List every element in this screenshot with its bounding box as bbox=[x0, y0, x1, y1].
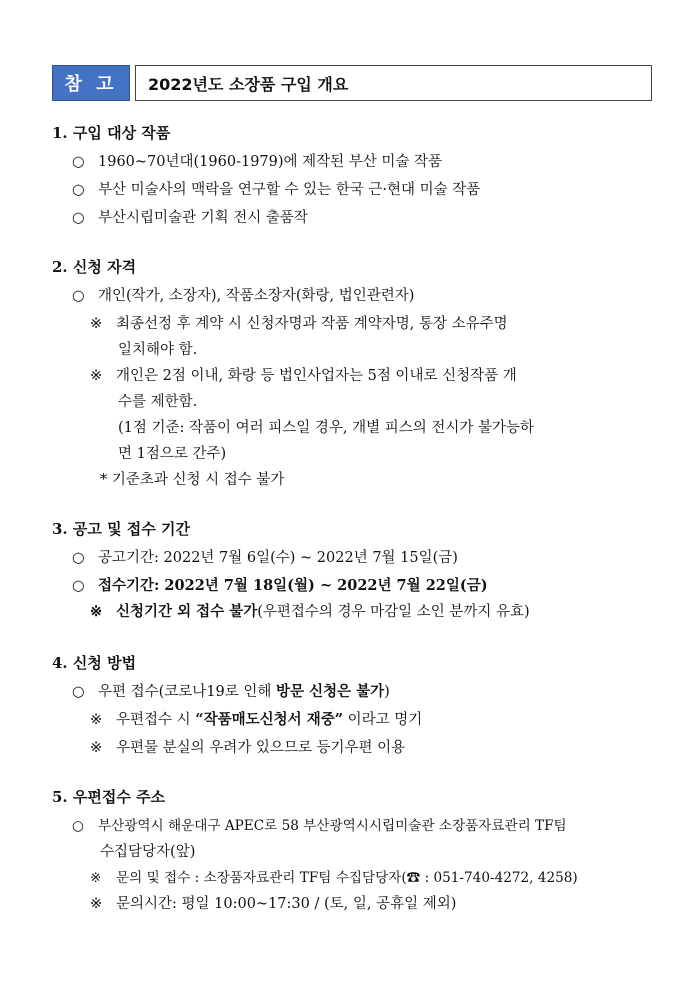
section-1-item-1: ○ 1960~70년대(1960-1979)에 제작된 부산 미술 작품 bbox=[72, 154, 443, 170]
section-5-contact: ※ 문의 및 접수 : 소장품자료관리 TF팀 수집담당자(☎ : 051-740-4272, 4258) bbox=[90, 870, 578, 886]
section-2-note-2-criteria-cont: 면 1점으로 간주) bbox=[118, 446, 227, 462]
section-2-note-1: ※ 최종선정 후 계약 시 신청자명과 작품 계약자명, 통장 소유주명 bbox=[90, 316, 508, 332]
section-4-title: 4. 신청 방법 bbox=[52, 654, 137, 672]
section-3-note: ※ 신청기간 외 접수 불가(우편접수의 경우 마감일 소인 분까지 유효) bbox=[90, 603, 530, 620]
section-5-hours: ※ 문의시간: 평일 10:00~17:30 / (토, 일, 공휴일 제외) bbox=[90, 896, 457, 912]
section-1-title: 1. 구입 대상 작품 bbox=[52, 124, 171, 142]
section-3-item-1: ○ 공고기간: 2022년 7월 6일(수) ~ 2022년 7월 15일(금) bbox=[72, 550, 458, 566]
section-2-note-2-criteria: (1점 기준: 작품이 여러 피스일 경우, 개별 피스의 전시가 불가능하 bbox=[118, 420, 535, 436]
section-3-item-2: ○ 접수기간: 2022년 7월 18일(월) ~ 2022년 7월 22일(금) bbox=[72, 577, 488, 594]
section-2-star-note: * 기준초과 신청 시 접수 불가 bbox=[100, 472, 285, 488]
section-1-item-2: ○ 부산 미술사의 맥락을 연구할 수 있는 한국 근·현대 미술 작품 bbox=[72, 182, 481, 198]
section-4-note-1: ※ 우편접수 시 “작품매도신청서 재중” 이라고 명기 bbox=[90, 711, 423, 728]
section-4-item: ○ 우편 접수(코로나19로 인해 방문 신청은 불가) bbox=[72, 683, 390, 700]
section-3-title: 3. 공고 및 접수 기간 bbox=[52, 520, 190, 538]
document-header bbox=[52, 65, 652, 101]
section-1-item-3: ○ 부산시립미술관 기획 전시 출품작 bbox=[72, 210, 308, 226]
section-2-note-1-cont: 일치해야 함. bbox=[118, 342, 198, 358]
document-title: 2022년도 소장품 구입 개요 bbox=[135, 65, 652, 101]
section-5-address-cont: 수집담당자(앞) bbox=[100, 844, 196, 860]
section-2-title: 2. 신청 자격 bbox=[52, 258, 137, 276]
section-2-note-2: ※ 개인은 2점 이내, 화랑 등 법인사업자는 5점 이내로 신청작품 개 bbox=[90, 368, 517, 384]
section-5-title: 5. 우편접수 주소 bbox=[52, 788, 166, 806]
reference-tag: 참 고 bbox=[52, 65, 130, 101]
section-4-note-2: ※ 우편물 분실의 우려가 있으므로 등기우편 이용 bbox=[90, 740, 406, 756]
section-5-address: ○ 부산광역시 해운대구 APEC로 58 부산광역시시립미술관 소장품자료관리 TF팀 bbox=[72, 818, 567, 834]
section-2-note-2-cont: 수를 제한함. bbox=[118, 394, 198, 410]
section-2-item: ○ 개인(작가, 소장자), 작품소장자(화랑, 법인관련자) bbox=[72, 288, 415, 304]
